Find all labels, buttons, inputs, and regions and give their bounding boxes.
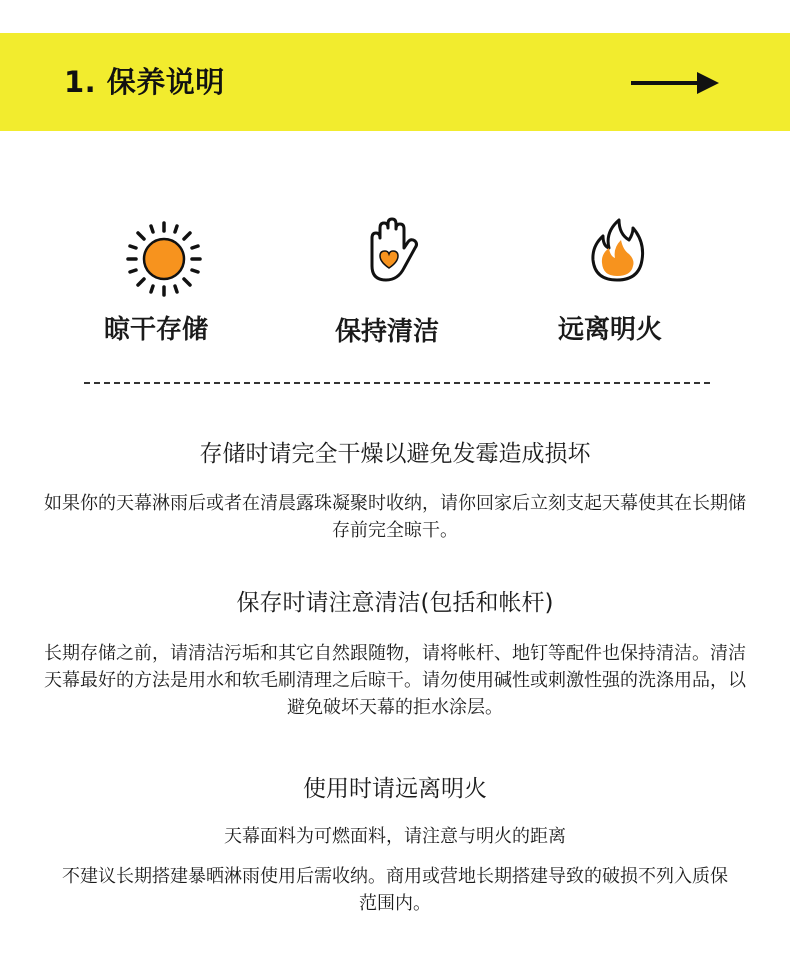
hand-heart-icon <box>358 216 424 286</box>
right-arrow-icon <box>631 70 719 96</box>
section-heading-fire: 使用时请远离明火 <box>303 776 487 802</box>
section-body-fire-note: 天幕面料为可燃面料，请注意与明火的距离 <box>224 826 566 847</box>
flame-icon <box>587 216 647 284</box>
icon-label-keep-clean: 保持清洁 <box>335 317 440 347</box>
dashed-divider <box>84 382 710 384</box>
section-body-storage: 如果你的天幕淋雨后或者在清晨露珠凝聚时收纳，请你回家后立刻支起天幕使其在长期储存前完全晾干。 <box>44 493 746 541</box>
sun-icon <box>124 220 204 298</box>
section-heading-cleaning: 保存时请注意清洁(包括和帐杆) <box>236 590 554 616</box>
icon-label-dry-storage: 晾干存储 <box>104 315 209 345</box>
section-body-cleaning: 长期存储之前，请清洁污垢和其它自然跟随物，请将帐杆、地钉等配件也保持清洁。清洁天幕最好的方法是用水和软毛刷清理之后晾干。请勿使用碱性或刺激性强的洗涤用品，以避免破坏天幕的拒水涂层。 <box>44 643 746 718</box>
section-body-warranty-note: 不建议长期搭建暴晒淋雨使用后需收纳。商用或营地长期搭建导致的破损不列入质保范围内。 <box>62 866 728 914</box>
icon-label-away-from-fire: 远离明火 <box>558 315 663 345</box>
section-heading-storage: 存储时请完全干燥以避免发霉造成损坏 <box>199 441 591 467</box>
page-title: 1. 保养说明 <box>64 65 225 99</box>
